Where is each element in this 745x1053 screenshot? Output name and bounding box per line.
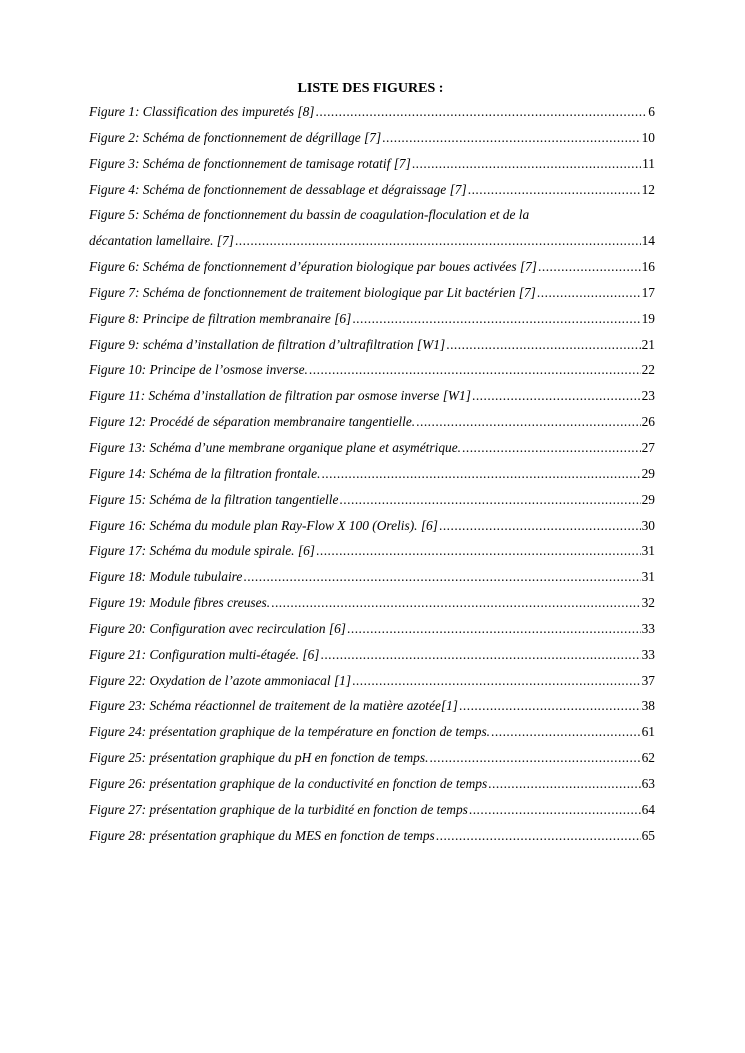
figure-entry-page: 16 — [641, 259, 655, 275]
figure-entry-18[interactable] — [89, 568, 655, 585]
figure-entry-title: Figure 21: Configuration multi-étagée. [6] — [89, 646, 320, 662]
leader-dots — [462, 439, 641, 456]
figure-entry-7[interactable] — [89, 284, 655, 301]
leader-dots — [469, 801, 641, 818]
leader-dots — [416, 413, 640, 430]
figure-entry-26[interactable] — [89, 775, 655, 792]
leader-dots — [339, 491, 640, 508]
leader-dots — [316, 542, 641, 559]
figure-entry-page: 64 — [641, 801, 655, 817]
figure-entry-title: Figure 9: schéma d’installation de filtration d’ultrafiltration [W1] — [89, 336, 446, 352]
figures-list — [89, 103, 655, 852]
figure-entry-2[interactable] — [89, 129, 655, 146]
figure-entry-page: 63 — [641, 775, 655, 791]
figure-entry-title: Figure 25: présentation graphique du pH en fonction de temps. — [89, 750, 429, 766]
figure-entry-3[interactable] — [89, 155, 655, 172]
figure-entry-title: Figure 23: Schéma réactionnel de traitement de la matière azotée[1] — [89, 698, 459, 714]
leader-dots — [488, 775, 640, 792]
figure-entry-title: Figure 7: Schéma de fonctionnement de traitement biologique par Lit bactérien [7] — [89, 284, 536, 300]
figure-entry-8[interactable] — [89, 310, 655, 327]
leader-dots — [347, 620, 641, 637]
leader-dots — [439, 517, 641, 534]
leader-dots — [382, 129, 640, 146]
figure-entry-24[interactable] — [89, 723, 655, 740]
figure-entry-14[interactable] — [89, 465, 655, 482]
figure-entry-20[interactable] — [89, 620, 655, 637]
leader-dots — [468, 181, 641, 198]
figure-entry-21[interactable] — [89, 646, 655, 663]
figure-entry-page: 23 — [641, 388, 655, 404]
figure-entry-22[interactable] — [89, 672, 655, 689]
figure-entry-title: Figure 28: présentation graphique du MES en fonction de temps — [89, 827, 435, 843]
figure-entry-19[interactable] — [89, 594, 655, 611]
leader-dots — [235, 232, 641, 249]
figure-entry-10[interactable] — [89, 361, 655, 378]
leader-dots — [412, 155, 641, 172]
figure-entry-page: 29 — [641, 491, 655, 507]
figure-entry-title: Figure 13: Schéma d’une membrane organique plane et asymétrique. — [89, 439, 461, 455]
figure-entry-title: Figure 1: Classification des impuretés [8] — [89, 104, 315, 119]
figure-entry-page: 26 — [641, 414, 655, 430]
leader-dots — [316, 103, 648, 120]
figure-entry-1[interactable] — [89, 103, 655, 120]
figure-entry-title: Figure 6: Schéma de fonctionnement d’épuration biologique par boues activées [7] — [89, 259, 537, 275]
figure-entry-page: 29 — [641, 465, 655, 481]
leader-dots — [538, 258, 641, 275]
figure-entry-16[interactable] — [89, 517, 655, 534]
leader-dots — [429, 749, 640, 766]
figure-entry-27[interactable] — [89, 801, 655, 818]
figure-entry-page: 17 — [641, 284, 655, 300]
figure-entry-page: 32 — [641, 595, 655, 611]
leader-dots — [243, 568, 640, 585]
leader-dots — [352, 310, 640, 327]
figure-entry-title: Figure 18: Module tubulaire — [89, 569, 243, 585]
figure-entry-5[interactable] — [89, 206, 655, 249]
figure-entry-9[interactable] — [89, 336, 655, 353]
figure-entry-title: Figure 3: Schéma de fonctionnement de tamisage rotatif [7] — [89, 155, 411, 171]
figure-entry-title: Figure 8: Principe de filtration membranaire [6] — [89, 310, 352, 326]
figure-entry-28[interactable] — [89, 827, 655, 844]
figure-entry-title: Figure 20: Configuration avec recirculation [6] — [89, 620, 346, 636]
figure-entry-page: 27 — [641, 439, 655, 455]
figure-entry-page: 14 — [641, 233, 655, 249]
figure-entry-page: 65 — [641, 827, 655, 843]
figure-entry-page: 33 — [641, 620, 655, 636]
figure-entry-15[interactable] — [89, 491, 655, 508]
figure-entry-17[interactable] — [89, 542, 655, 559]
figure-entry-title: Figure 4: Schéma de fonctionnement de dessablage et dégraissage [7] — [89, 181, 467, 197]
figure-entry-page: 19 — [641, 310, 655, 326]
figure-entry-title: Figure 11: Schéma d’installation de filtration par osmose inverse [W1] — [89, 388, 471, 404]
figure-entry-title: Figure 2: Schéma de fonctionnement de dégrillage [7] — [89, 129, 382, 145]
leader-dots — [321, 465, 640, 482]
figure-entry-page: 37 — [641, 672, 655, 688]
figure-entry-page: 31 — [641, 543, 655, 559]
figure-entry-title: Figure 24: présentation graphique de la température en fonction de temps. — [89, 724, 491, 740]
figure-entry-title: Figure 17: Schéma du module spirale. [6] — [89, 543, 315, 559]
leader-dots — [320, 646, 640, 663]
leader-dots — [309, 361, 641, 378]
figure-entry-title: Figure 12: Procédé de séparation membranaire tangentielle. — [89, 414, 416, 430]
leader-dots — [491, 723, 641, 740]
figure-entry-25[interactable] — [89, 749, 655, 766]
figure-entry-page: 21 — [641, 336, 655, 352]
figure-entry-6[interactable] — [89, 258, 655, 275]
figure-entry-title: Figure 19: Module fibres creuses. — [89, 595, 271, 611]
leader-dots — [271, 594, 641, 611]
figure-entry-page: 22 — [641, 362, 655, 378]
figure-entry-page: 10 — [641, 129, 655, 145]
figure-entry-title: Figure 16: Schéma du module plan Ray-Flow X 100 (Orelis). [6] — [89, 517, 438, 533]
list-of-figures-title: LISTE DES FIGURES : — [297, 81, 444, 96]
figure-entry-page: 61 — [641, 724, 655, 740]
figure-entry-page: 31 — [641, 569, 655, 585]
figure-entry-page: 11 — [642, 155, 655, 171]
figure-entry-title: décantation lamellaire. [7] — [89, 233, 234, 249]
leader-dots — [352, 672, 641, 689]
figure-entry-title: Figure 10: Principe de l’osmose inverse. — [89, 362, 308, 378]
leader-dots — [472, 387, 641, 404]
leader-dots — [446, 336, 640, 353]
figure-entry-title: Figure 15: Schéma de la filtration tangentielle — [89, 491, 339, 507]
figure-entry-title: Figure 26: présentation graphique de la conductivité en fonction de temps — [89, 775, 488, 791]
figure-entry-page: 38 — [641, 698, 655, 714]
figure-entry-title: Figure 27: présentation graphique de la turbidité en fonction de temps — [89, 801, 468, 817]
leader-dots — [436, 827, 641, 844]
figure-entry-23[interactable] — [89, 697, 655, 714]
figure-entry-page: 12 — [641, 181, 655, 197]
figure-entry-title: Figure 14: Schéma de la filtration frontale. — [89, 465, 321, 481]
figure-entry-page: 62 — [641, 750, 655, 766]
figure-entry-page: 30 — [641, 517, 655, 533]
leader-dots — [537, 284, 641, 301]
figure-entry-4[interactable] — [89, 181, 655, 198]
figure-entry-page: 33 — [641, 646, 655, 662]
figure-entry-page: 6 — [648, 104, 655, 119]
figure-entry-title: Figure 22: Oxydation de l’azote ammoniacal [1] — [89, 672, 352, 688]
figure-entry-11[interactable] — [89, 387, 655, 404]
figure-entry-title-line1: Figure 5: Schéma de fonctionnement du bassin de coagulation-floculation et de la — [89, 207, 530, 223]
leader-dots — [459, 697, 641, 714]
figure-entry-13[interactable] — [89, 439, 655, 456]
figure-entry-12[interactable] — [89, 413, 655, 430]
